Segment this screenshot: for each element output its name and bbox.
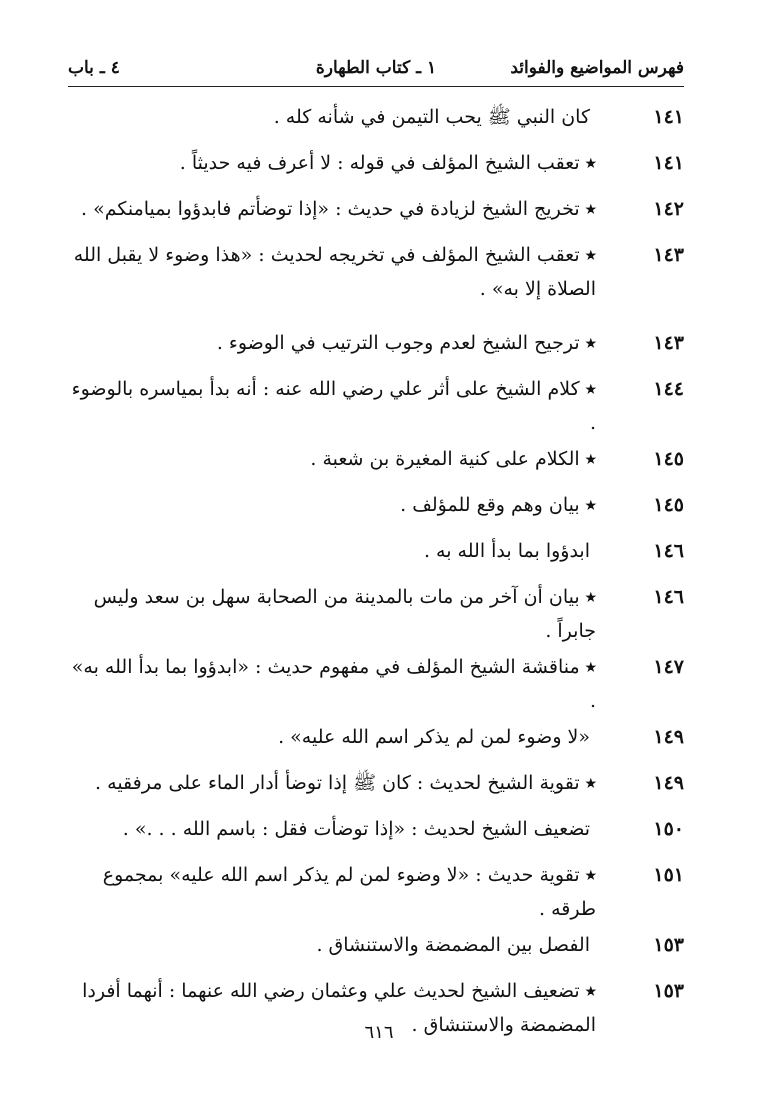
header-chapter: ٤ ـ باب <box>68 58 120 78</box>
entry-text: تعقب الشيخ المؤلف في قوله : لا أعرف فيه حديثاً . <box>179 152 580 174</box>
index-entry <box>68 720 684 764</box>
entry-page-number: ١٤٦ <box>653 586 684 608</box>
entry-star-marker: ٭ <box>585 448 596 470</box>
entry-text: تخريج الشيخ لزيادة في حديث : «إذا توضأتم فابدؤوا بميامنكم» . <box>81 198 580 220</box>
entry-text: تضعيف الشيخ لحديث علي وعثمان رضي الله عنهما : أنهما أفردا المضمضة والاستنشاق . <box>82 980 596 1036</box>
entry-page-number: ١٤٤ <box>653 378 684 400</box>
entry-text: بيان وهم وقع للمؤلف . <box>400 494 580 516</box>
entry-star-marker: ٭ <box>585 772 596 794</box>
entry-text: تضعيف الشيخ لحديث : «إذا توضأت فقل : باسم الله . . .» . <box>122 818 590 840</box>
index-entry <box>68 974 684 1060</box>
index-entry <box>68 100 684 144</box>
entry-page-number: ١٤١ <box>653 106 684 128</box>
entry-star-marker: ٭ <box>585 656 596 678</box>
index-entry <box>68 238 684 324</box>
entry-star-marker: ٭ <box>585 586 596 608</box>
entry-star-marker: ٭ <box>585 244 596 266</box>
index-entry <box>68 192 684 236</box>
entry-star-marker: ٭ <box>585 864 596 886</box>
entry-page-number: ١٤٥ <box>653 494 684 516</box>
entry-page-number: ١٥٣ <box>653 934 684 956</box>
entry-star-marker: ٭ <box>585 980 596 1002</box>
index-entry <box>68 326 684 370</box>
entry-star-marker: ٭ <box>585 198 596 220</box>
entry-text: الفصل بين المضمضة والاستنشاق . <box>316 934 590 956</box>
index-entry <box>68 580 684 648</box>
index-entry <box>68 858 684 926</box>
entry-text: بيان أن آخر من مات بالمدينة من الصحابة سهل بن سعد وليس جابراً . <box>93 586 596 642</box>
index-entry <box>68 442 684 486</box>
entry-page-number: ١٤٥ <box>653 448 684 470</box>
index-entry <box>68 534 684 578</box>
entry-page-number: ١٤٣ <box>653 244 684 266</box>
entry-text: ترجيح الشيخ لعدم وجوب الترتيب في الوضوء . <box>216 332 580 354</box>
index-entry <box>68 372 684 440</box>
entry-page-number: ١٤٩ <box>653 772 684 794</box>
entry-star-marker: ٭ <box>585 152 596 174</box>
index-entry <box>68 650 684 718</box>
entry-text: «لا وضوء لمن لم يذكر اسم الله عليه» . <box>278 726 590 748</box>
entry-page-number: ١٤٦ <box>653 540 684 562</box>
entry-text: تقوية حديث : «لا وضوء لمن لم يذكر اسم الله عليه» بمجموع طرقه . <box>102 864 596 920</box>
entry-text: تعقب الشيخ المؤلف في تخريجه لحديث : «هذا وضوء لا يقبل الله الصلاة إلا به» . <box>73 244 596 300</box>
entry-page-number: ١٤٢ <box>653 198 684 220</box>
page-number: ٦١٦ <box>364 1022 394 1043</box>
entry-text: كلام الشيخ على أثر علي رضي الله عنه : أنه بدأ بمياسره بالوضوء . <box>71 378 596 434</box>
running-header <box>68 58 684 88</box>
entry-text: تقوية الشيخ لحديث : كان ﷺ إذا توضأ أدار الماء على مرفقيه . <box>95 772 580 794</box>
index-entry <box>68 812 684 856</box>
entry-text: مناقشة الشيخ المؤلف في مفهوم حديث : «ابدؤوا بما بدأ الله به» . <box>71 656 596 712</box>
entry-page-number: ١٤٩ <box>653 726 684 748</box>
entry-text: ابدؤوا بما بدأ الله به . <box>423 540 590 562</box>
entry-page-number: ١٤١ <box>653 152 684 174</box>
index-entry <box>68 766 684 810</box>
header-book-title: ١ ـ كتاب الطهارة <box>315 58 437 78</box>
index-entry <box>68 928 684 972</box>
entry-page-number: ١٥٣ <box>653 980 684 1002</box>
entry-star-marker: ٭ <box>585 378 596 400</box>
header-index-title: فهرس المواضيع والفوائد <box>510 58 684 78</box>
index-list <box>68 100 684 1062</box>
entry-star-marker: ٭ <box>585 494 596 516</box>
entry-text: الكلام على كنية المغيرة بن شعبة . <box>310 448 580 470</box>
entry-page-number: ١٥٠ <box>653 818 684 840</box>
entry-page-number: ١٤٣ <box>653 332 684 354</box>
index-entry <box>68 488 684 532</box>
index-entry <box>68 146 684 190</box>
entry-text: كان النبي ﷺ يحب التيمن في شأنه كله . <box>273 106 590 128</box>
entry-page-number: ١٥١ <box>653 864 684 886</box>
entry-page-number: ١٤٧ <box>653 656 684 678</box>
header-divider <box>68 86 684 87</box>
entry-star-marker: ٭ <box>585 332 596 354</box>
